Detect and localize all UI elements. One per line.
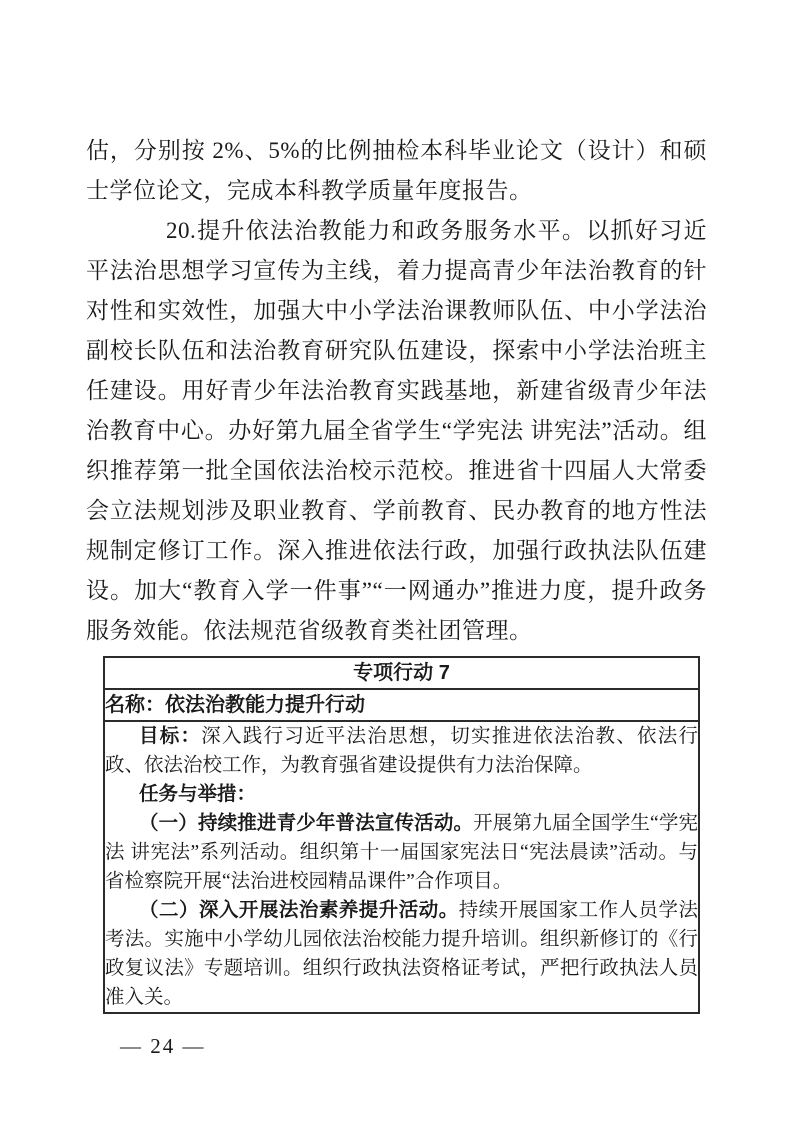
paragraph-section-20: 20.提升依法治教能力和政务服务水平。以抓好习近平法治思想学习宣传为主线，着力提高青少年法治教育的针对性和实效性，加强大中小学法治课教师队伍、中小学法治副校长队伍和法治教育研究队伍建设，探索中小学法治班主任建设。用好青少年法治教育实践基地，新建省级青少年法治教育中心。办好第九届全省学生“学宪法 讲宪法”活动。组织推荐第一批全国依法治校示范校。推进省十四届人大常委会立法规划涉及职业教育、学前教育、民办教育的地方性法规制定修订工作。深入推进依法行政，加强行政执法队伍建设。加大“教育入学一件事”“一网通办”推进力度，提升政务服务效能。依法规范省级教育类社团管理。 — [86, 218, 707, 643]
goal-label: 目标： — [139, 725, 202, 747]
page-number: — 24 — — [120, 1034, 206, 1058]
task-item-2-text: 持续开展国家工作人员学法考法。实施中小学幼儿园依法治校能力提升培训。组织新修订的《行政复议法》专题培训。组织行政执法资格证考试，严把行政执法人员准入关。 — [105, 900, 698, 1008]
table-row-title — [104, 657, 699, 689]
tasks-label-paragraph — [105, 780, 698, 809]
goal-text: 深入践行习近平法治思想，切实推进依法治教、依法行政、依法治校工作，为教育强省建设提供有力法治保障。 — [105, 726, 698, 776]
body-text-block — [86, 131, 707, 651]
task-item-1 — [105, 809, 698, 896]
task-item-2-lead: （二）深入开展法治素养提升活动。 — [139, 900, 459, 921]
goal-paragraph — [105, 722, 698, 780]
table-action-name: 名称：依法治教能力提升行动 — [104, 689, 699, 721]
table-content-cell — [104, 721, 699, 1013]
tasks-label: 任务与举措： — [139, 783, 257, 805]
task-item-1-lead: （一）持续推进青少年普法宣传活动。 — [139, 813, 474, 834]
table-title: 专项行动 7 — [104, 657, 699, 689]
task-item-1-text: 开展第九届全国学生“学宪法 讲宪法”系列活动。组织第十一届国家宪法日“宪法晨读”活动。与省检察院开展“法治进校园精品课件”合作项目。 — [105, 813, 698, 892]
special-action-table — [103, 656, 700, 1014]
task-item-2 — [105, 896, 698, 1012]
paragraph-continuation: 估，分别按 2%、5%的比例抽检本科毕业论文（设计）和硕士学位论文，完成本科教学质量年度报告。 — [86, 138, 707, 203]
table-row-content — [104, 721, 699, 1013]
table-row-name — [104, 689, 699, 721]
